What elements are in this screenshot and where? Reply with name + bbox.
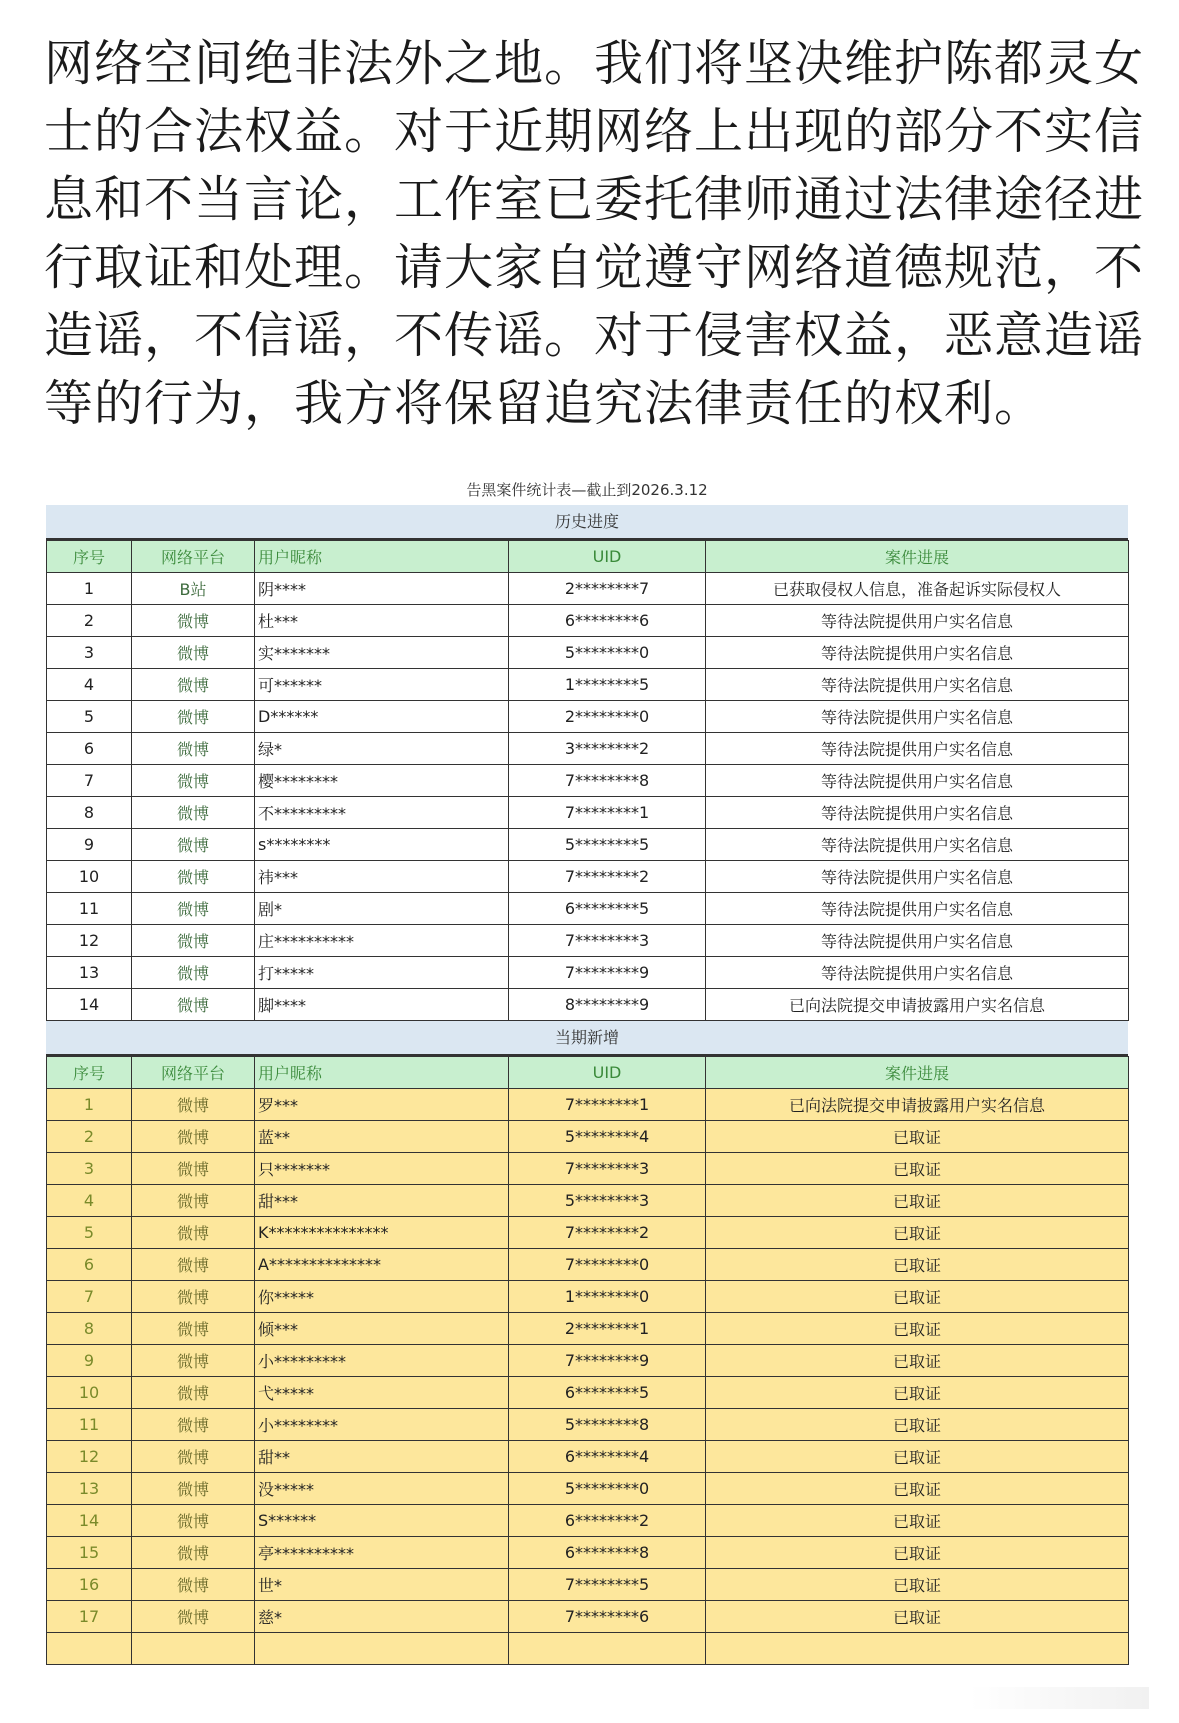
column-header-uid: UID: [509, 1057, 706, 1089]
cell-uid: 5********5: [509, 829, 706, 861]
cell-plat: 微博: [132, 1473, 255, 1505]
table-row: [47, 1441, 1129, 1473]
cell-status: 已取证: [706, 1537, 1129, 1569]
cell-seq: 4: [47, 669, 132, 701]
cell-seq: 2: [47, 1121, 132, 1153]
cell-plat: B站: [132, 573, 255, 605]
cell-uid: 1********0: [509, 1281, 706, 1313]
column-header-seq: 序号: [47, 541, 132, 573]
cell-uid: 6********4: [509, 1441, 706, 1473]
cell-status: 已取证: [706, 1345, 1129, 1377]
column-header-seq: 序号: [47, 1057, 132, 1089]
cell-nick: 剧*: [255, 893, 509, 925]
cell-nick: 脚****: [255, 989, 509, 1021]
cell-nick: 可******: [255, 669, 509, 701]
table-row: [47, 829, 1129, 861]
cell-uid: 5********8: [509, 1409, 706, 1441]
table-row: [47, 1569, 1129, 1601]
header-row: [47, 541, 1129, 573]
cell-status: 已取证: [706, 1601, 1129, 1633]
cell-nick: 亭**********: [255, 1537, 509, 1569]
cell-seq: 15: [47, 1537, 132, 1569]
cell-status: 等待法院提供用户实名信息: [706, 861, 1129, 893]
cell-status: 已获取侵权人信息，准备起诉实际侵权人: [706, 573, 1129, 605]
cell-status: 等待法院提供用户实名信息: [706, 925, 1129, 957]
cell-plat: 微博: [132, 605, 255, 637]
cell-plat: 微博: [132, 1217, 255, 1249]
cell-plat: 微博: [132, 669, 255, 701]
cell-status: 等待法院提供用户实名信息: [706, 797, 1129, 829]
cell-plat: 微博: [132, 989, 255, 1021]
cell-empty: [706, 1633, 1129, 1665]
table-row: [47, 1249, 1129, 1281]
column-header-status: 案件进展: [706, 1057, 1129, 1089]
cell-status: 已取证: [706, 1121, 1129, 1153]
table-row: [47, 893, 1129, 925]
cell-seq: 14: [47, 1505, 132, 1537]
cell-seq: 10: [47, 861, 132, 893]
cell-uid: 7********3: [509, 1153, 706, 1185]
cell-plat: 微博: [132, 1281, 255, 1313]
cell-uid: 7********9: [509, 1345, 706, 1377]
table-row: [47, 1537, 1129, 1569]
cell-status: 等待法院提供用户实名信息: [706, 765, 1129, 797]
cell-status: 已取证: [706, 1249, 1129, 1281]
cell-uid: 7********8: [509, 765, 706, 797]
cell-plat: 微博: [132, 1313, 255, 1345]
cell-status: 已取证: [706, 1409, 1129, 1441]
cell-status: 已取证: [706, 1377, 1129, 1409]
cell-nick: 倾***: [255, 1313, 509, 1345]
table-row: [47, 861, 1129, 893]
cell-plat: 微博: [132, 861, 255, 893]
section-current: 当期新增: [46, 1021, 1128, 1056]
cell-uid: 7********1: [509, 1089, 706, 1121]
table-row-partial: [47, 1633, 1129, 1665]
cell-seq: 10: [47, 1377, 132, 1409]
table-row: [47, 1345, 1129, 1377]
cell-uid: 2********1: [509, 1313, 706, 1345]
cell-plat: 微博: [132, 1537, 255, 1569]
table-row: [47, 1217, 1129, 1249]
cell-plat: 微博: [132, 797, 255, 829]
cell-nick: A**************: [255, 1249, 509, 1281]
cell-uid: 7********2: [509, 861, 706, 893]
cell-uid: 5********0: [509, 637, 706, 669]
cell-nick: S******: [255, 1505, 509, 1537]
cell-seq: 9: [47, 829, 132, 861]
cell-nick: 没*****: [255, 1473, 509, 1505]
cell-empty: [509, 1633, 706, 1665]
table-row: [47, 1185, 1129, 1217]
cell-status: 等待法院提供用户实名信息: [706, 733, 1129, 765]
cell-status: 等待法院提供用户实名信息: [706, 605, 1129, 637]
case-statistics-table: [46, 475, 1128, 1665]
cell-uid: 2********0: [509, 701, 706, 733]
cell-nick: 世*: [255, 1569, 509, 1601]
table-row: [47, 1473, 1129, 1505]
cell-plat: 微博: [132, 765, 255, 797]
cell-uid: 6********6: [509, 605, 706, 637]
cell-plat: 微博: [132, 1185, 255, 1217]
cell-seq: 2: [47, 605, 132, 637]
cell-status: 已取证: [706, 1281, 1129, 1313]
cell-nick: 慈*: [255, 1601, 509, 1633]
cell-plat: 微博: [132, 1409, 255, 1441]
image-scroll-indicator: [969, 1687, 1149, 1709]
cell-seq: 1: [47, 1089, 132, 1121]
cell-plat: 微博: [132, 1153, 255, 1185]
table-row: [47, 797, 1129, 829]
cell-seq: 7: [47, 765, 132, 797]
cell-plat: 微博: [132, 1089, 255, 1121]
cell-plat: 微博: [132, 829, 255, 861]
header-row: [47, 1057, 1129, 1089]
table-row: [47, 957, 1129, 989]
cell-status: 已取证: [706, 1217, 1129, 1249]
table-row: [47, 637, 1129, 669]
cell-plat: 微博: [132, 957, 255, 989]
cell-seq: 8: [47, 1313, 132, 1345]
cell-seq: 13: [47, 1473, 132, 1505]
cell-seq: 6: [47, 1249, 132, 1281]
table-row: [47, 669, 1129, 701]
cell-status: 已取证: [706, 1569, 1129, 1601]
cell-plat: 微博: [132, 1505, 255, 1537]
cell-seq: 17: [47, 1601, 132, 1633]
table-row: [47, 605, 1129, 637]
cell-nick: 杜***: [255, 605, 509, 637]
cell-nick: 阴****: [255, 573, 509, 605]
cell-uid: 7********0: [509, 1249, 706, 1281]
cell-status: 已向法院提交申请披露用户实名信息: [706, 989, 1129, 1021]
table-row: [47, 1601, 1129, 1633]
table-row: [47, 989, 1129, 1021]
column-header-plat: 网络平台: [132, 1057, 255, 1089]
cell-nick: 你*****: [255, 1281, 509, 1313]
table-row: [47, 1153, 1129, 1185]
table-row: [47, 701, 1129, 733]
cell-nick: 罗***: [255, 1089, 509, 1121]
cell-nick: 小*********: [255, 1345, 509, 1377]
history-table: [46, 540, 1129, 1021]
cell-seq: 11: [47, 1409, 132, 1441]
cell-status: 等待法院提供用户实名信息: [706, 701, 1129, 733]
cell-nick: 甜***: [255, 1185, 509, 1217]
table-row: [47, 925, 1129, 957]
column-header-plat: 网络平台: [132, 541, 255, 573]
cell-status: 已取证: [706, 1313, 1129, 1345]
cell-plat: 微博: [132, 1345, 255, 1377]
cell-plat: 微博: [132, 637, 255, 669]
cell-status: 已取证: [706, 1153, 1129, 1185]
cell-uid: 5********3: [509, 1185, 706, 1217]
table-row: [47, 573, 1129, 605]
table-row: [47, 1313, 1129, 1345]
cell-seq: 3: [47, 1153, 132, 1185]
cell-seq: 1: [47, 573, 132, 605]
cell-nick: 不*********: [255, 797, 509, 829]
cell-uid: 7********3: [509, 925, 706, 957]
cell-uid: 3********2: [509, 733, 706, 765]
cell-nick: 实*******: [255, 637, 509, 669]
cell-status: 已向法院提交申请披露用户实名信息: [706, 1089, 1129, 1121]
cell-plat: 微博: [132, 925, 255, 957]
cell-nick: 小********: [255, 1409, 509, 1441]
cell-seq: 5: [47, 701, 132, 733]
cell-empty: [47, 1633, 132, 1665]
cell-uid: 6********5: [509, 893, 706, 925]
cell-status: 已取证: [706, 1441, 1129, 1473]
cell-nick: 祎***: [255, 861, 509, 893]
cell-status: 等待法院提供用户实名信息: [706, 829, 1129, 861]
cell-nick: 蓝**: [255, 1121, 509, 1153]
cell-seq: 12: [47, 1441, 132, 1473]
cell-nick: 弋*****: [255, 1377, 509, 1409]
cell-plat: 微博: [132, 893, 255, 925]
cell-status: 已取证: [706, 1505, 1129, 1537]
cell-seq: 7: [47, 1281, 132, 1313]
cell-seq: 6: [47, 733, 132, 765]
cell-uid: 5********0: [509, 1473, 706, 1505]
cell-uid: 7********5: [509, 1569, 706, 1601]
cell-nick: K***************: [255, 1217, 509, 1249]
cell-status: 已取证: [706, 1473, 1129, 1505]
section-history: 历史进度: [46, 505, 1128, 540]
cell-plat: 微博: [132, 1121, 255, 1153]
cell-uid: 7********6: [509, 1601, 706, 1633]
cell-nick: 打*****: [255, 957, 509, 989]
cell-nick: 只*******: [255, 1153, 509, 1185]
cell-status: 等待法院提供用户实名信息: [706, 893, 1129, 925]
cell-seq: 3: [47, 637, 132, 669]
cell-uid: 6********2: [509, 1505, 706, 1537]
table-row: [47, 765, 1129, 797]
cell-nick: 庄**********: [255, 925, 509, 957]
table-row: [47, 1089, 1129, 1121]
cell-plat: 微博: [132, 1601, 255, 1633]
cell-seq: 5: [47, 1217, 132, 1249]
column-header-nick: 用户昵称: [255, 541, 509, 573]
cell-plat: 微博: [132, 701, 255, 733]
cell-uid: 2********7: [509, 573, 706, 605]
cell-seq: 11: [47, 893, 132, 925]
cell-uid: 7********2: [509, 1217, 706, 1249]
cell-plat: 微博: [132, 1377, 255, 1409]
cell-seq: 9: [47, 1345, 132, 1377]
cell-nick: 樱********: [255, 765, 509, 797]
cell-uid: 6********8: [509, 1537, 706, 1569]
cell-status: 等待法院提供用户实名信息: [706, 669, 1129, 701]
current-table: [46, 1056, 1129, 1665]
cell-status: 等待法院提供用户实名信息: [706, 637, 1129, 669]
statement-text: 网络空间绝非法外之地。我们将坚决维护陈都灵女士的合法权益。对于近期网络上出现的部分不实信息和不当言论，工作室已委托律师通过法律途径进行取证和处理。请大家自觉遵守网络道德规范，不造谣，不信谣，不传谣。对于侵害权益，恶意造谣等的行为，我方将保留追究法律责任的权利。: [44, 35, 1145, 432]
cell-uid: 7********9: [509, 957, 706, 989]
cell-plat: 微博: [132, 733, 255, 765]
cell-nick: 甜**: [255, 1441, 509, 1473]
column-header-status: 案件进展: [706, 541, 1129, 573]
cell-seq: 12: [47, 925, 132, 957]
cell-uid: 1********5: [509, 669, 706, 701]
cell-status: 已取证: [706, 1185, 1129, 1217]
cell-seq: 16: [47, 1569, 132, 1601]
table-row: [47, 1281, 1129, 1313]
cell-nick: 绿*: [255, 733, 509, 765]
cell-seq: 14: [47, 989, 132, 1021]
cell-seq: 4: [47, 1185, 132, 1217]
cell-uid: 7********1: [509, 797, 706, 829]
cell-plat: 微博: [132, 1569, 255, 1601]
cell-seq: 13: [47, 957, 132, 989]
cell-seq: 8: [47, 797, 132, 829]
cell-status: 等待法院提供用户实名信息: [706, 957, 1129, 989]
table-row: [47, 1409, 1129, 1441]
cell-plat: 微博: [132, 1441, 255, 1473]
table-row: [47, 1505, 1129, 1537]
table-title: 告黑案件统计表—截止到2026.3.12: [46, 475, 1128, 505]
cell-nick: D******: [255, 701, 509, 733]
cell-uid: 8********9: [509, 989, 706, 1021]
cell-uid: 5********4: [509, 1121, 706, 1153]
column-header-uid: UID: [509, 541, 706, 573]
cell-empty: [255, 1633, 509, 1665]
table-row: [47, 1377, 1129, 1409]
cell-plat: 微博: [132, 1249, 255, 1281]
table-row: [47, 1121, 1129, 1153]
table-row: [47, 733, 1129, 765]
column-header-nick: 用户昵称: [255, 1057, 509, 1089]
cell-uid: 6********5: [509, 1377, 706, 1409]
cell-nick: s********: [255, 829, 509, 861]
cell-empty: [132, 1633, 255, 1665]
